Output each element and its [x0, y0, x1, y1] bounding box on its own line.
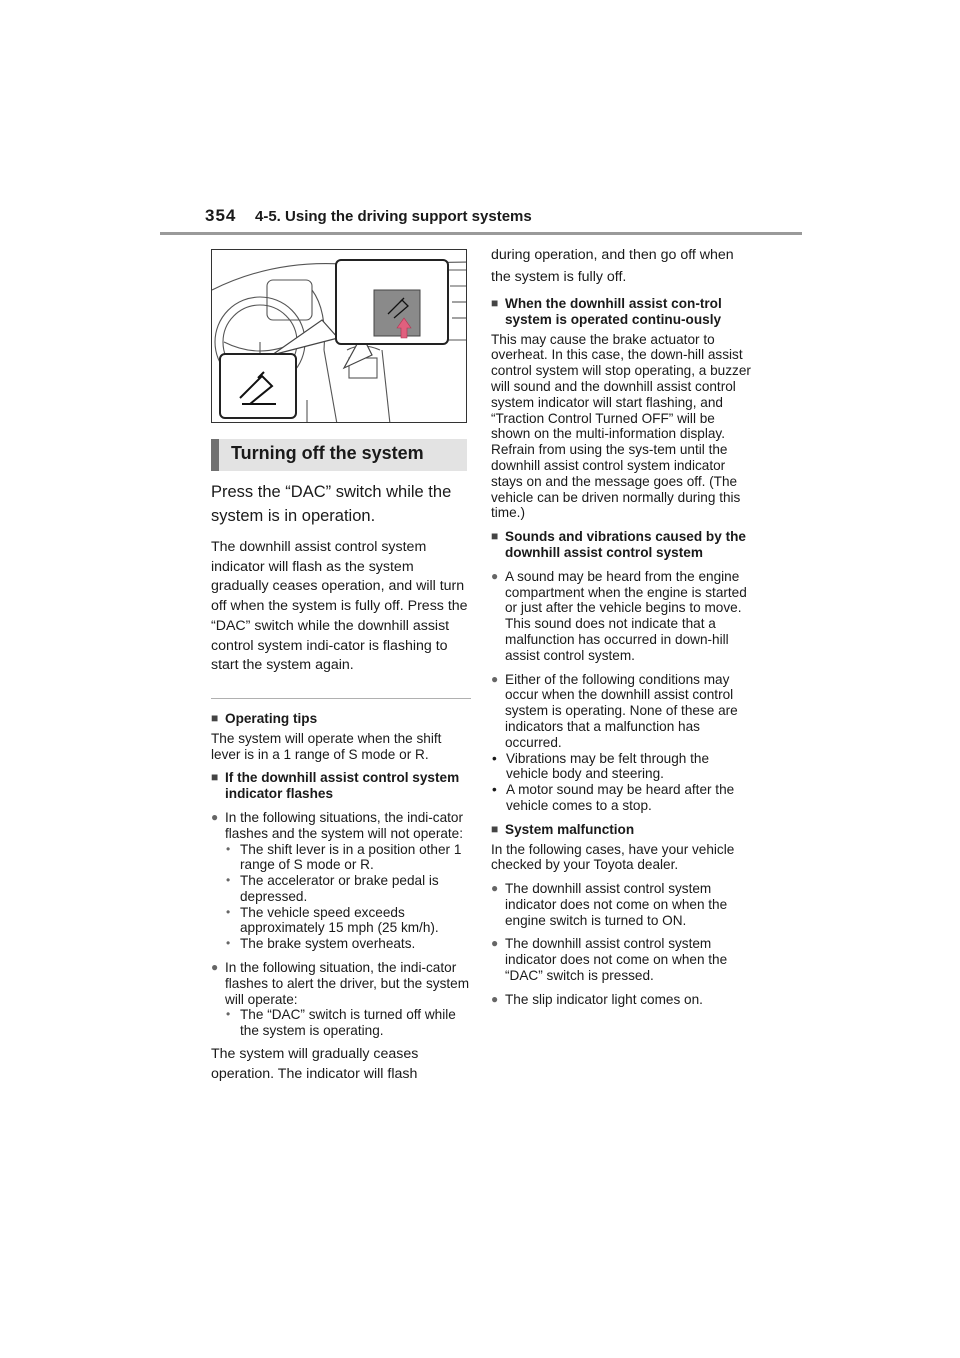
continuous-text: This may cause the brake actuator to overheat. In this case, the down-hill assist control system will stop operating, a buzzer will sound and the downhill assist control system indicator will start flashing, and “Traction Control Turned OFF” will be shown on the multi-information display. Refrain from using the sys-tem until the downhill assist control system indicator stays on and the message goes off. (The vehicle can be driven normally during this time.) — [491, 331, 751, 521]
dash-text: The “DAC” switch is turned off while the system is operating. — [240, 1007, 456, 1039]
bullet-item — [491, 992, 753, 1008]
right-column — [491, 244, 753, 1008]
page-header — [205, 206, 532, 226]
dashboard-drawing — [212, 250, 467, 423]
dash-marker: • — [492, 750, 497, 766]
section-heading — [211, 439, 467, 471]
dash-item — [225, 1007, 471, 1039]
section-title: 4-5. Using the driving support systems — [255, 208, 532, 225]
bullet-marker: ● — [491, 881, 499, 896]
subheading-text: System malfunction — [505, 821, 635, 837]
bullet-item — [211, 810, 471, 952]
dash-text: The vehicle speed exceeds approximately 15 mph (25 km/h). — [240, 904, 439, 936]
dash-marker: • — [226, 841, 231, 856]
bullet-text: Either of the following conditions may occur when the downhill assist control system is operating. None of these are indicators that a malfunction has occurred. — [505, 671, 738, 750]
dash-text: A motor sound may be heard after the vehicle comes to a stop. — [506, 782, 735, 813]
dash-item — [225, 936, 471, 952]
dash-marker: • — [226, 936, 231, 951]
malfunction-text: In the following cases, have your vehicle checked by your Toyota dealer. — [491, 841, 735, 873]
bullet-text: The downhill assist control system indicator does not come on when the “DAC” switch is pressed. — [505, 936, 728, 984]
subheading-indicator-flashes — [211, 770, 471, 802]
bullet-marker: ● — [491, 991, 499, 1006]
subheading-operating-tips — [211, 711, 471, 727]
dash-marker: • — [226, 873, 231, 888]
bullet-text: In the following situation, the indi-cator flashes to alert the driver, but the system will operate: — [225, 960, 470, 1007]
dash-marker: • — [492, 782, 497, 798]
bullet-text: In the following situations, the indi-cator flashes and the system will not operate: — [225, 809, 464, 841]
bullet-marker: ● — [491, 936, 499, 951]
bullet-item — [491, 936, 753, 983]
dash-item — [225, 905, 471, 937]
dash-item — [225, 873, 471, 905]
instruction-paragraph: The downhill assist control system indicator will flash as the system gradually ceases operation, and will turn off when the system is fully off. Press the “DAC” switch while the downhill assist control system indi-cator is flashing to start the system again. — [211, 539, 468, 674]
dash-marker: • — [226, 1007, 231, 1022]
subheading-system-malfunction — [491, 822, 753, 838]
square-marker: ■ — [211, 710, 219, 725]
dash-text: The brake system overheats. — [240, 936, 416, 952]
bullet-marker: ● — [491, 568, 499, 583]
bullet-text: A sound may be heard from the engine compartment when the engine is started or just after the vehicle begins to move. This sound does not indicate that a malfunction has occurred in down-hill assist control system. — [505, 568, 747, 663]
subheading-continuous-operation — [491, 296, 753, 328]
bullet-item — [491, 881, 753, 928]
bullet-text: The downhill assist control system indicator does not come on when the engine switch is turned to ON. — [505, 881, 728, 928]
bullet-marker: ● — [211, 960, 219, 975]
dash-text: The shift lever is in a position other 1 range of S mode or R. — [240, 841, 462, 873]
square-marker: ■ — [491, 529, 499, 544]
bullet-item — [211, 960, 471, 1039]
dashboard-illustration — [211, 249, 467, 423]
instruction-lead: Press the “DAC” switch while the system is in operation. — [211, 483, 452, 525]
subheading-text: Sounds and vibrations caused by the downhill assist control system — [505, 529, 746, 560]
closing-text: The system will gradually ceases operation. The indicator will flash — [211, 1046, 419, 1082]
continued-text: during operation, and then go off when the system is fully off. — [491, 247, 734, 285]
dash-item — [491, 751, 753, 783]
subheading-text: When the downhill assist con-trol system is operated continu-ously — [505, 296, 722, 327]
bullet-item — [491, 672, 753, 751]
page-number: 354 — [205, 206, 237, 225]
header-rule — [160, 232, 802, 235]
bullet-marker: ● — [211, 809, 219, 824]
dash-text: Vibrations may be felt through the vehicle body and steering. — [506, 750, 710, 782]
square-marker: ■ — [211, 770, 219, 785]
dash-text: The accelerator or brake pedal is depressed. — [240, 873, 439, 904]
dash-item — [491, 782, 753, 814]
square-marker: ■ — [491, 821, 499, 836]
tips-text: The system will operate when the shift lever is in a 1 range of S mode or R. — [211, 730, 442, 762]
dash-marker: • — [226, 904, 231, 919]
square-marker: ■ — [491, 296, 499, 310]
subheading-sounds-vibrations — [491, 529, 753, 561]
dash-item — [225, 842, 471, 874]
divider — [211, 698, 471, 699]
section-heading-text: Turning off the system — [231, 443, 424, 463]
bullet-marker: ● — [491, 671, 499, 686]
subheading-text: Operating tips — [225, 710, 318, 726]
subheading-text: If the downhill assist control system indicator flashes — [225, 770, 460, 802]
bullet-item — [491, 569, 753, 664]
left-column — [211, 480, 471, 1084]
bullet-text: The slip indicator light comes on. — [505, 991, 703, 1007]
